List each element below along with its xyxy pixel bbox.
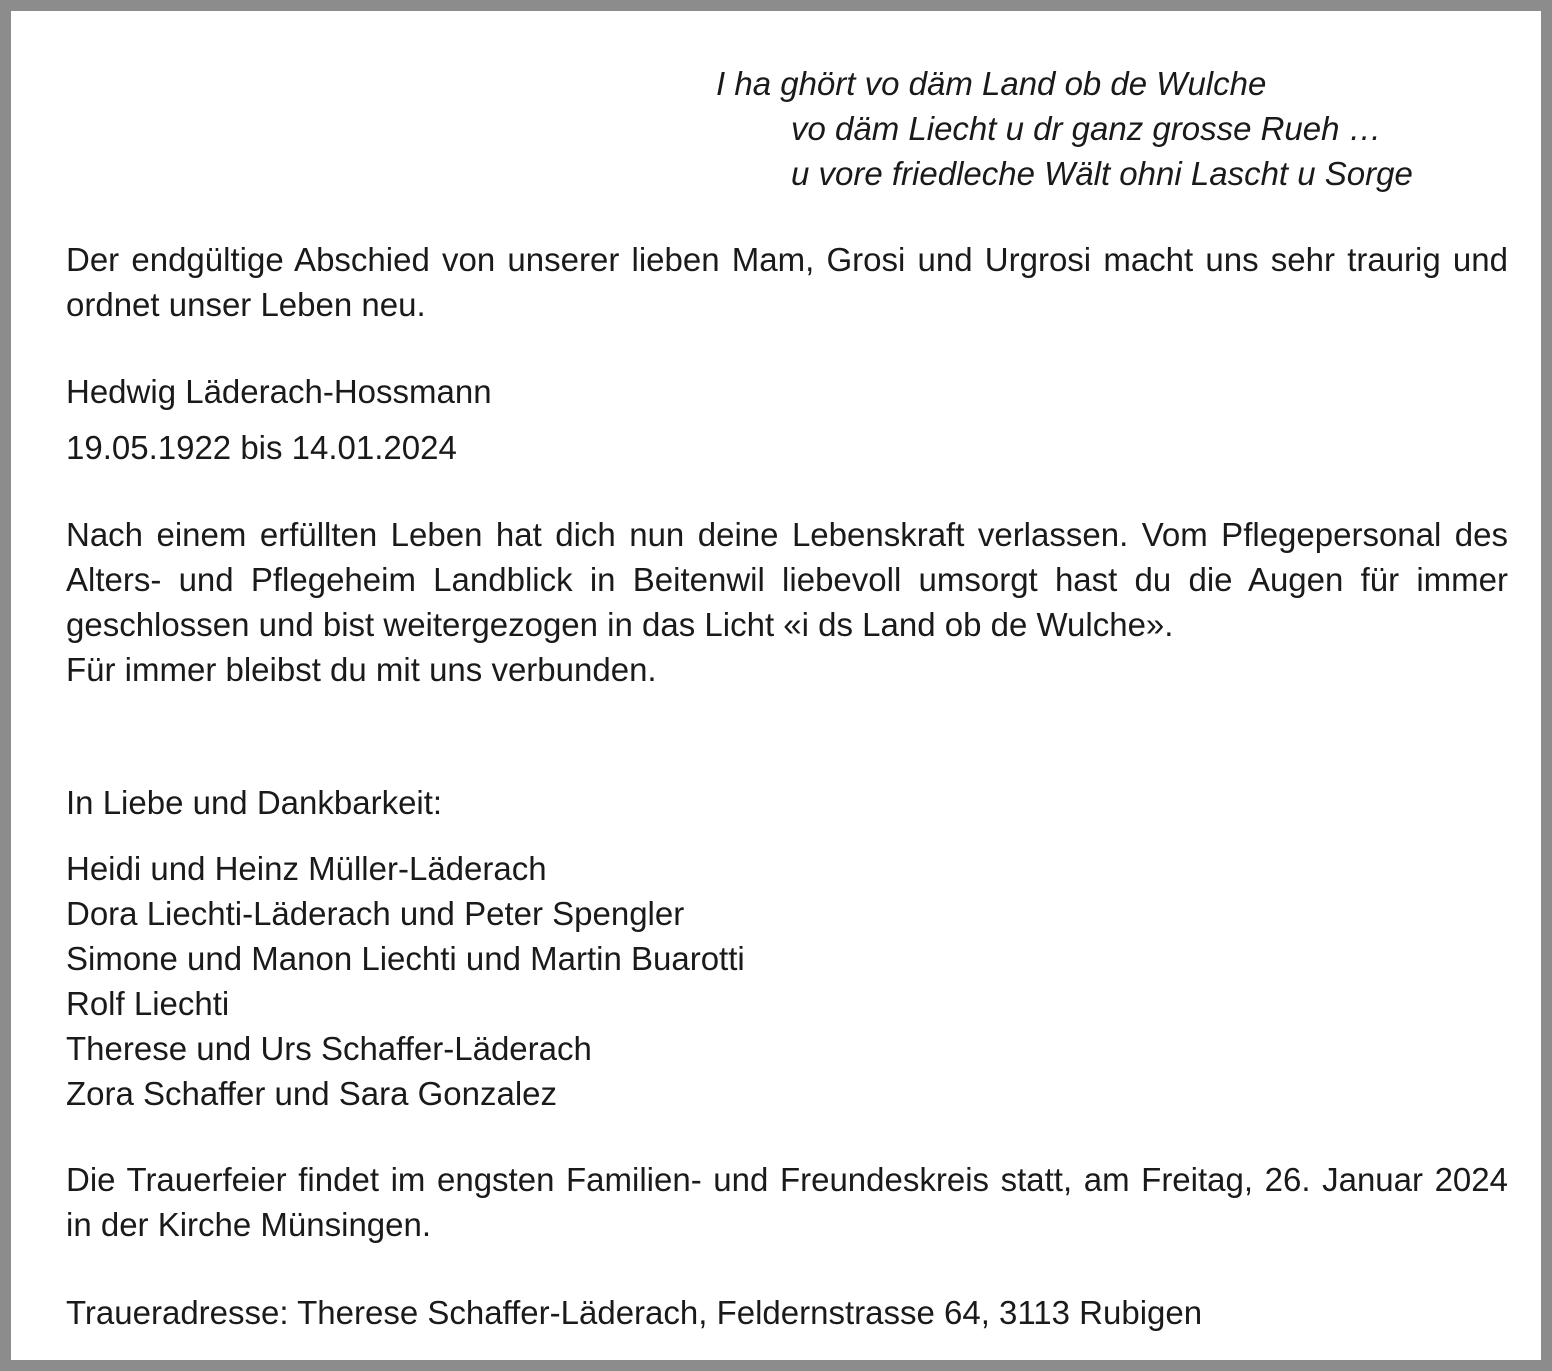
- message-paragraph: Nach einem erfüllten Leben hat dich nun deine Lebenskraft verlassen. Vom Pflegepersonal des Alters- und Pflegeheim Landblick in Beitenwil liebevoll umsorgt hast du die Augen für immer geschlossen und bist weitergezogen in das Licht «i ds Land ob de Wulche».: [66, 516, 1508, 643]
- poem-line-1: I ha ghört vo däm Land ob de Wulche: [716, 65, 1267, 102]
- message: [66, 512, 1508, 692]
- mourners-list: [66, 846, 1508, 1116]
- list-item: Dora Liechti-Läderach und Peter Spengler: [66, 895, 685, 932]
- service-info: Die Trauerfeier findet im engsten Familien- und Freundeskreis statt, am Freitag, 26. Januar 2024 in der Kirche Münsingen.: [66, 1161, 1508, 1243]
- mourners-heading: In Liebe und Dankbarkeit:: [66, 784, 443, 821]
- list-item: Rolf Liechti: [66, 985, 230, 1022]
- list-item: Therese und Urs Schaffer-Läderach: [66, 1030, 592, 1067]
- poem: [716, 61, 1516, 196]
- poem-line-3: u vore friedleche Wält ohni Lascht u Sorge: [791, 155, 1413, 192]
- list-item: Simone und Manon Liechti und Martin Buarotti: [66, 940, 745, 977]
- mourning-address: Traueradresse: Therese Schaffer-Läderach, Feldernstrasse 64, 3113 Rubigen: [66, 1294, 1203, 1331]
- message-closing: Für immer bleibst du mit uns verbunden.: [66, 651, 657, 688]
- list-item: Zora Schaffer und Sara Gonzalez: [66, 1075, 558, 1112]
- deceased-name: Hedwig Läderach-Hossmann: [66, 373, 492, 410]
- deceased-dates: 19.05.1922 bis 14.01.2024: [66, 429, 457, 466]
- list-item: Heidi und Heinz Müller-Läderach: [66, 850, 547, 887]
- poem-line-2: vo däm Liecht u dr ganz grosse Rueh …: [791, 110, 1382, 147]
- intro-text: Der endgültige Abschied von unserer lieben Mam, Grosi und Urgrosi macht uns sehr traurig und ordnet unser Leben neu.: [66, 241, 1508, 323]
